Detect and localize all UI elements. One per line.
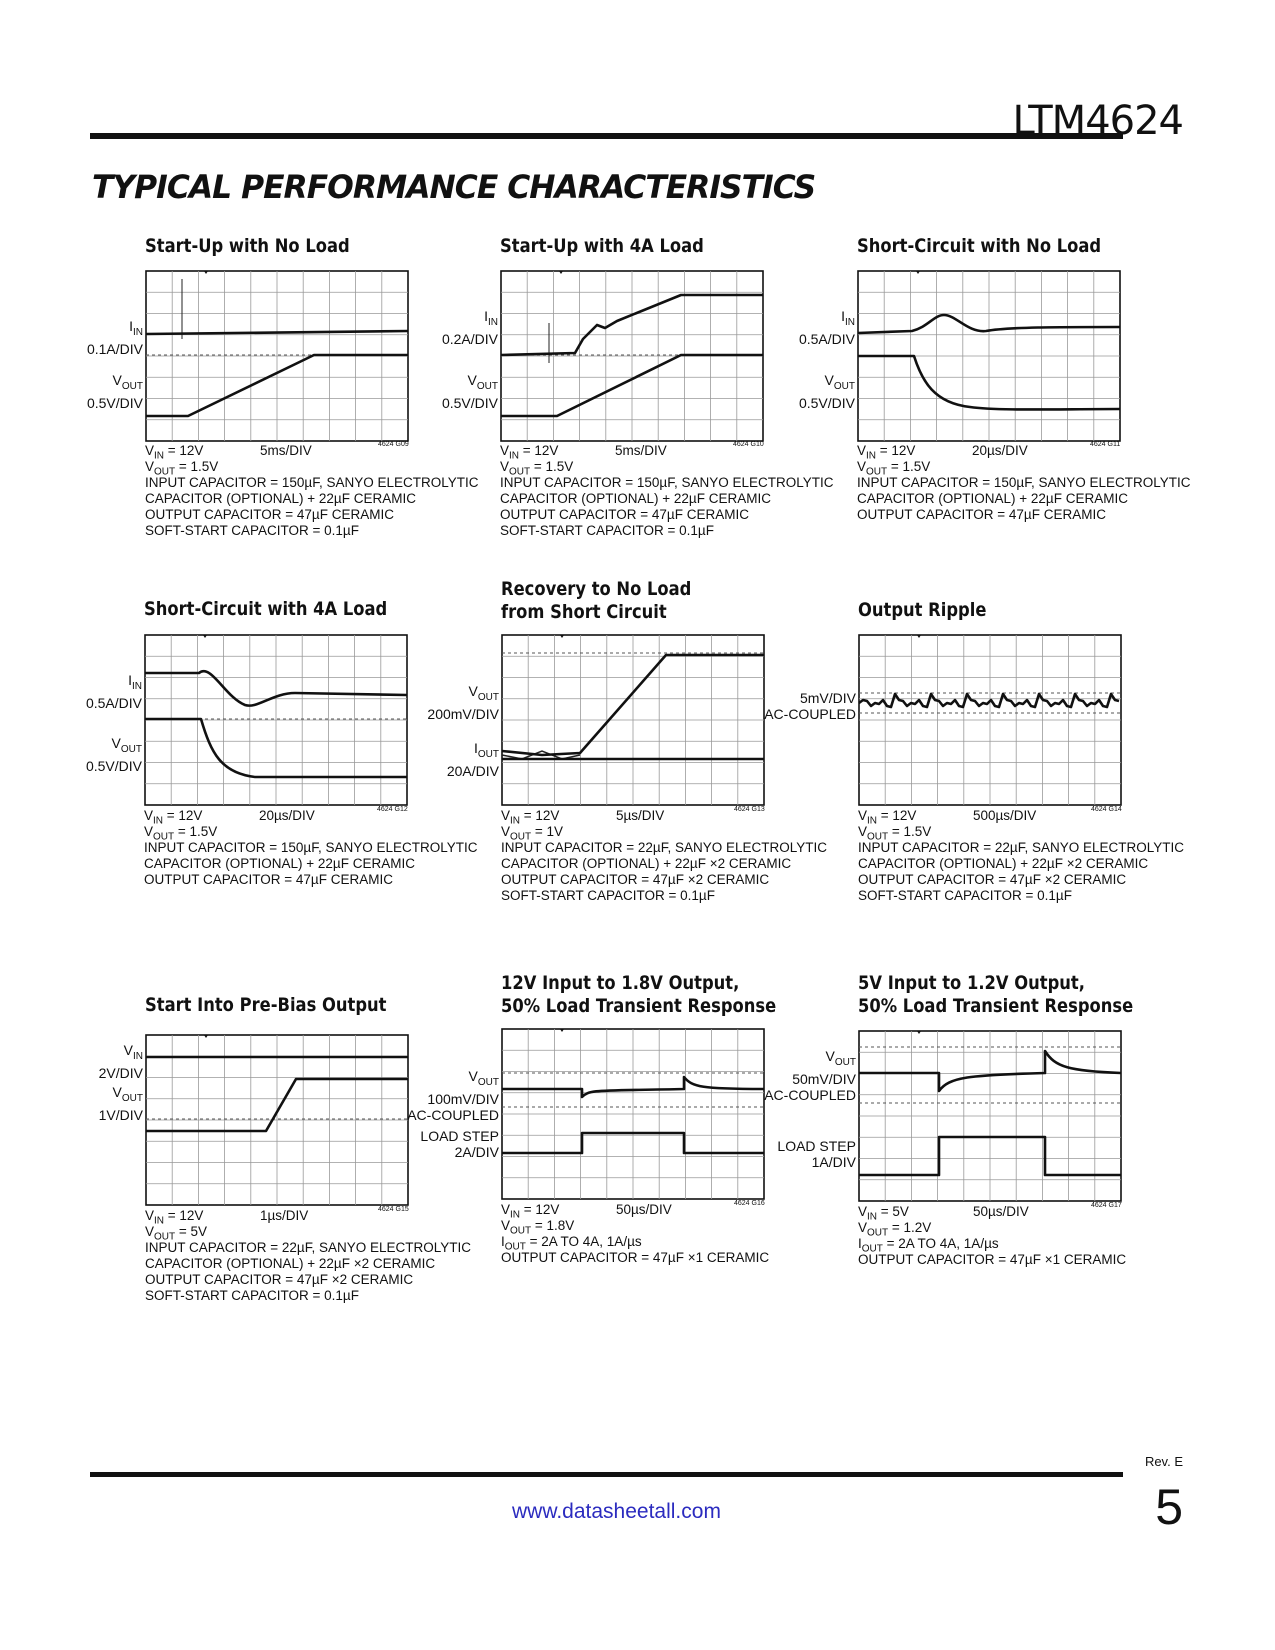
channel-label: LOAD STEP 2A/DIV [420, 1128, 499, 1160]
revision: Rev. E [1144, 1454, 1183, 1469]
channel-label: $V_{OUT}$ 0.5V/DIV [85, 735, 142, 774]
time-per-div: 500µs/DIV [973, 808, 1037, 823]
chart-panel [764, 0, 1168, 1650]
chart-title: 5V Input to 1.2V Output, 50% Load Transient Response [858, 972, 1134, 1017]
page-number: 5 [1155, 1479, 1183, 1535]
chart-title: 12V Input to 1.8V Output, 50% Load Transient Response [501, 972, 777, 1017]
chart-title: Start-Up with No Load [145, 235, 350, 257]
oscilloscope-plot [145, 1034, 415, 1212]
test-conditions: $V_{IN} = 12V$ $V_{OUT} = 1.8V$ $I_{OUT} = 2A$ TO 4A, 1A/µs OUTPUT CAPACITOR = 47µF ×1 CERAMIC [501, 1202, 770, 1265]
figure-code: 4624 G11 [1090, 441, 1121, 448]
chart-panel [407, 0, 811, 1650]
time-per-div: 5ms/DIV [615, 443, 667, 458]
channel-label: $V_{OUT}$ 0.5V/DIV [86, 372, 143, 411]
test-conditions: $V_{IN} = 12V$ $V_{OUT} = 1.5V$ INPUT CAPACITOR = 22µF, SANYO ELECTROLYTIC CAPACITOR (OPTIONAL) + 22µF ×2 CERAMIC OUTPUT CAPACITOR = 47µF ×2 CERAMIC SOFT-START CAPACITOR = 0.1µF [858, 808, 1184, 903]
figure-code: 4624 G13 [734, 806, 765, 813]
channel-label: $I_{IN}$ 0.5A/DIV [798, 308, 855, 347]
oscilloscope-plot [501, 1028, 771, 1206]
test-conditions: $V_{IN} = 12V$ $V_{OUT} = 1.5V$ INPUT CAPACITOR = 150µF, SANYO ELECTROLYTIC CAPACITOR (OPTIONAL) + 22µF CERAMIC OUTPUT CAPACITOR = 47µF CERAMIC [144, 808, 478, 887]
figure-code: 4624 G15 [378, 1206, 409, 1213]
channel-label: $I_{IN}$ 0.2A/DIV [441, 308, 498, 347]
time-per-div: 5ms/DIV [260, 443, 312, 458]
time-per-div: 5µs/DIV [616, 808, 665, 823]
channel-label: 5mV/DIV AC-COUPLED [764, 690, 856, 722]
test-conditions: $V_{IN} = 12V$ $V_{OUT} = 1.5V$ INPUT CAPACITOR = 150µF, SANYO ELECTROLYTIC CAPACITOR (OPTIONAL) + 22µF CERAMIC OUTPUT CAPACITOR = 47µF CERAMIC SOFT-START CAPACITOR = 0.1µF [500, 443, 834, 538]
channel-label: $V_{OUT}$ 1V/DIV [98, 1084, 143, 1123]
footer-url[interactable]: www.datasheetall.com [512, 1500, 721, 1523]
channel-label: $V_{OUT}$ 50mV/DIV AC-COUPLED [764, 1048, 856, 1103]
channel-label: $I_{IN}$ 0.1A/DIV [86, 318, 143, 357]
channel-label: LOAD STEP 1A/DIV [777, 1138, 856, 1170]
test-conditions: $V_{IN} = 12V$ $V_{OUT} = 1.5V$ INPUT CAPACITOR = 150µF, SANYO ELECTROLYTIC CAPACITOR (OPTIONAL) + 22µF CERAMIC OUTPUT CAPACITOR = 47µF CERAMIC [857, 443, 1191, 522]
figure-code: 4624 G17 [1091, 1202, 1122, 1209]
chart-title: Recovery to No Load from Short Circuit [501, 578, 692, 623]
time-per-div: 50µs/DIV [616, 1202, 672, 1217]
figure-code: 4624 G16 [734, 1200, 765, 1207]
part-number: LTM4624 [1012, 98, 1183, 144]
chart-title: Short-Circuit with No Load [857, 235, 1102, 257]
oscilloscope-plot [858, 1030, 1128, 1208]
channel-label: $V_{OUT}$ 0.5V/DIV [441, 372, 498, 411]
channel-label: $V_{IN}$ 2V/DIV [98, 1042, 143, 1081]
time-per-div: 20µs/DIV [259, 808, 315, 823]
figure-code: 4624 G10 [733, 441, 764, 448]
figure-code: 4624 G09 [378, 441, 409, 448]
chart-title: Start Into Pre-Bias Output [145, 994, 387, 1016]
channel-label: $V_{OUT}$ 0.5V/DIV [798, 372, 855, 411]
figure-code: 4624 G14 [1091, 806, 1122, 813]
figure-code: 4624 G12 [377, 806, 408, 813]
chart-title: Start-Up with 4A Load [500, 235, 704, 257]
channel-label: $V_{OUT}$ 200mV/DIV [427, 683, 499, 722]
test-conditions: $V_{IN} = 12V$ $V_{OUT} = 5V$ INPUT CAPACITOR = 22µF, SANYO ELECTROLYTIC CAPACITOR (OPTIONAL) + 22µF ×2 CERAMIC OUTPUT CAPACITOR = 47µF ×2 CERAMIC SOFT-START CAPACITOR = 0.1µF [145, 1208, 471, 1303]
channel-label: $I_{IN}$ 0.5A/DIV [85, 672, 142, 711]
test-conditions: $V_{IN} = 5V$ $V_{OUT} = 1.2V$ $I_{OUT} = 2A$ TO 4A, 1A/µs OUTPUT CAPACITOR = 47µF ×1 CERAMIC [858, 1204, 1127, 1267]
time-per-div: 1µs/DIV [260, 1208, 309, 1223]
test-conditions: $V_{IN} = 12V$ $V_{OUT} = 1.5V$ INPUT CAPACITOR = 150µF, SANYO ELECTROLYTIC CAPACITOR (OPTIONAL) + 22µF CERAMIC OUTPUT CAPACITOR = 47µF CERAMIC SOFT-START CAPACITOR = 0.1µF [145, 443, 479, 538]
footer-rule [90, 1472, 1123, 1477]
time-per-div: 50µs/DIV [973, 1204, 1029, 1219]
section-title: TYPICAL PERFORMANCE CHARACTERISTICS [92, 168, 816, 206]
channel-label: $V_{OUT}$ 100mV/DIV AC-COUPLED [407, 1068, 499, 1123]
chart-title: Short-Circuit with 4A Load [144, 598, 388, 620]
chart-title: Output Ripple [858, 599, 987, 621]
channel-label: $I_{OUT}$ 20A/DIV [446, 740, 499, 779]
test-conditions: $V_{IN} = 12V$ $V_{OUT} = 1V$ INPUT CAPACITOR = 22µF, SANYO ELECTROLYTIC CAPACITOR (OPTIONAL) + 22µF ×2 CERAMIC OUTPUT CAPACITOR = 47µF ×2 CERAMIC SOFT-START CAPACITOR = 0.1µF [501, 808, 827, 903]
time-per-div: 20µs/DIV [972, 443, 1028, 458]
